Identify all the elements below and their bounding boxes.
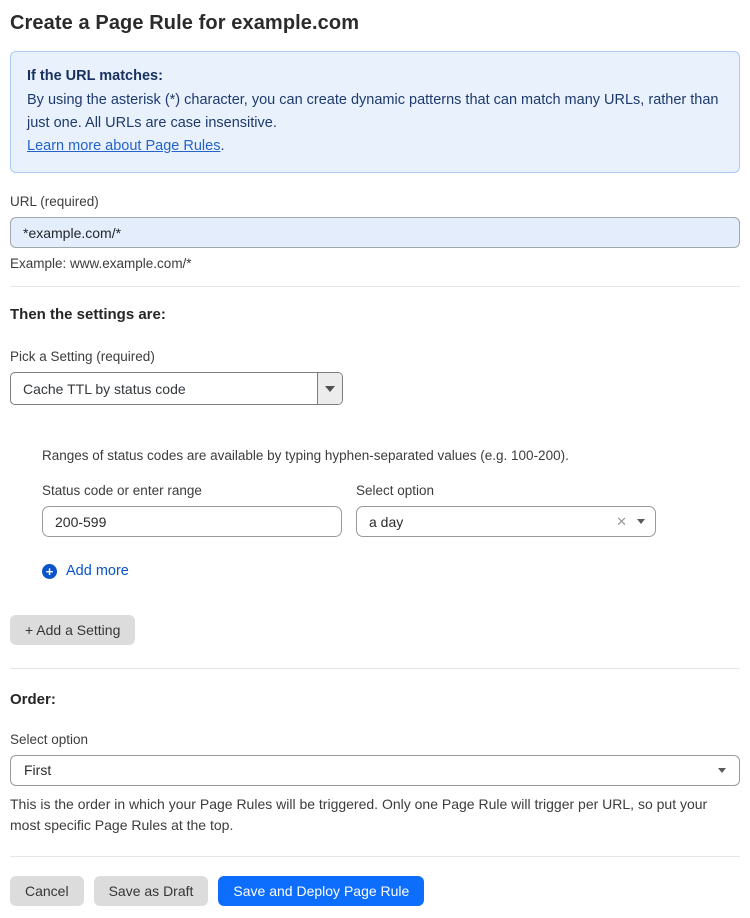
plus-circle-icon: + [42,564,57,579]
pick-setting-select[interactable] [10,372,343,405]
divider [10,668,740,669]
ttl-option-column [356,463,656,537]
save-as-draft-button[interactable]: Save as Draft [94,876,209,906]
learn-more-link[interactable]: Learn more about Page Rules [27,138,221,154]
form-actions [10,876,740,906]
divider [10,286,740,287]
ttl-option-label: Select option [356,483,435,498]
url-match-info-box [10,51,740,173]
pick-setting-label: Pick a Setting (required) [10,349,155,364]
info-box-link-line [27,135,723,158]
ranges-help-text: Ranges of status codes are available by typing hyphen-separated values (e.g. 100-200). [42,448,569,463]
settings-section-heading: Then the settings are: [10,306,166,323]
order-help-text: This is the order in which your Page Rules will be triggered. Only one Page Rule will trigger per URL, so put your most specific Page Rules at the top. [10,795,708,833]
url-input[interactable] [10,217,740,248]
url-field-label: URL (required) [10,194,99,209]
link-period: . [220,138,225,154]
pick-setting-dropdown-button[interactable] [317,373,342,404]
pick-setting-selected-value: Cache TTL by status code [23,380,186,397]
status-code-input[interactable] [42,506,342,537]
cancel-button[interactable]: Cancel [10,876,84,906]
clear-icon[interactable]: ✕ [616,513,627,529]
order-select[interactable] [10,755,740,786]
divider [10,856,740,857]
status-ttl-row [42,463,740,537]
save-and-deploy-button[interactable]: Save and Deploy Page Rule [218,876,424,906]
add-more-label: Add more [66,563,129,579]
chevron-down-icon [325,386,335,392]
order-selected-value: First [24,762,52,778]
add-more-link[interactable] [42,563,129,579]
url-example-text: Example: www.example.com/* [10,256,192,271]
cache-ttl-sub-setting [42,448,740,581]
ttl-selected-value: a day [369,513,404,530]
page-title: Create a Page Rule for example.com [10,12,360,34]
info-box-body: By using the asterisk (*) character, you can create dynamic patterns that can match many URLs, rather than just one. All URLs are case insensitive. [27,92,719,131]
chevron-down-icon [637,519,645,524]
status-code-label: Status code or enter range [42,483,202,498]
order-select-label: Select option [10,731,89,747]
ttl-option-select[interactable] [356,506,656,537]
add-setting-button[interactable]: + Add a Setting [10,615,135,645]
order-section-heading: Order: [10,690,56,708]
info-box-heading: If the URL matches: [27,68,163,84]
chevron-down-icon [718,768,726,773]
status-code-column [42,463,342,537]
